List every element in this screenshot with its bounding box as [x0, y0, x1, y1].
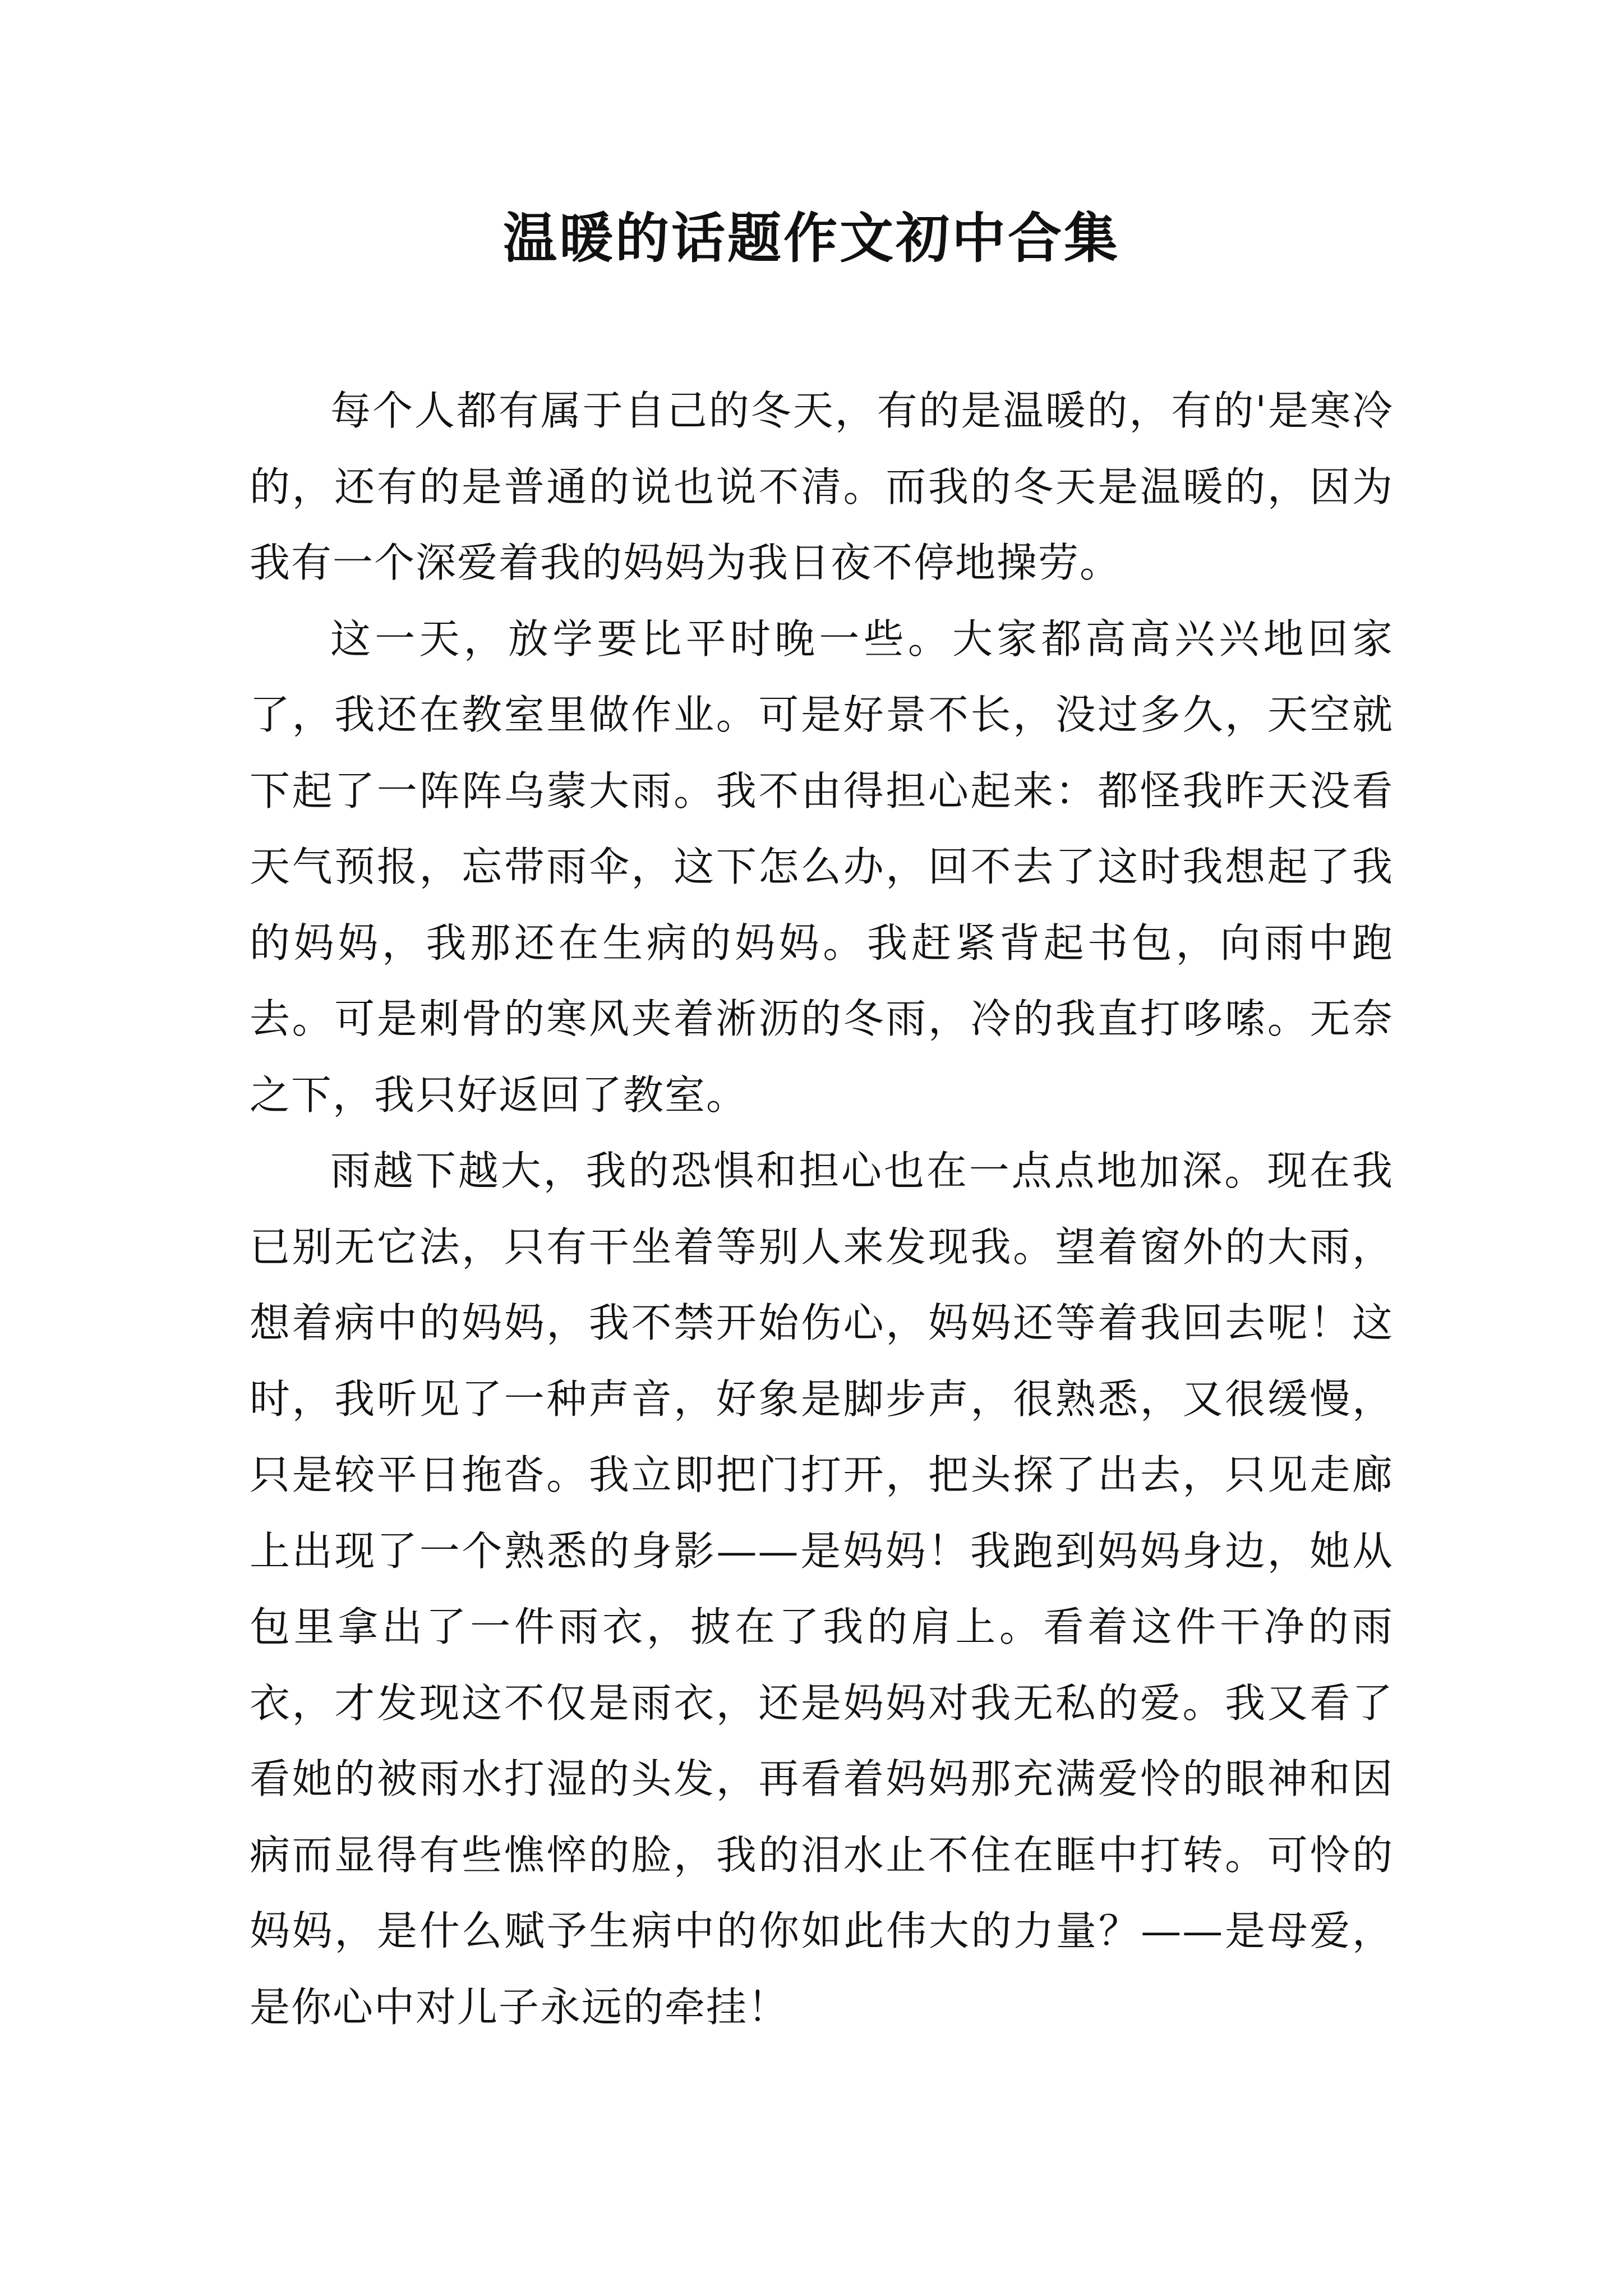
paragraph-1: 每个人都有属于自己的冬天，有的是温暖的，有的'是寒冷的，还有的是普通的说也说不清。而我的冬天是温暖的，因为我有一个深爱着我的妈妈为我日夜不停地操劳。 [250, 387, 1394, 586]
document-title: 温暖的话题作文初中合集 [503, 206, 1120, 270]
paragraph-2: 这一天，放学要比平时晚一些。大家都高高兴兴地回家了，我还在教室里做作业。可是好景不长，没过多久，天空就下起了一阵阵乌蒙大雨。我不由得担心起来：都怪我昨天没看天气预报，忘带雨伞，这下怎么办，回不去了这时我想起了我的妈妈，我那还在生病的妈妈。我赶紧背起书包，向雨中跑去。可是刺骨的寒风夹着淅沥的冬雨，冷的我直打哆嗦。无奈之下，我只好返回了教室。 [250, 615, 1394, 1119]
paragraph-3: 雨越下越大，我的恐惧和担心也在一点点地加深。现在我已别无它法，只有干坐着等别人来发现我。望着窗外的大雨，想着病中的妈妈，我不禁开始伤心，妈妈还等着我回去呢！这时，我听见了一种声音，好象是脚步声，很熟悉，又很缓慢，只是较平日拖沓。我立即把门打开，把头探了出去，只见走廊上出现了一个熟悉的身影——是妈妈！我跑到妈妈身边，她从包里拿出了一件雨衣，披在了我的肩上。看着这件干净的雨衣，才发现这不仅是雨衣，还是妈妈对我无私的爱。我又看了看她的被雨水打湿的头发，再看着妈妈那充满爱怜的眼神和因病而显得有些憔悴的脸，我的泪水止不住在眶中打转。可怜的妈妈，是什么赋予生病中的你如此伟大的力量？——是母爱，是你心中对儿子永远的牵挂！ [250, 1147, 1394, 2031]
document-body [250, 373, 1394, 2045]
